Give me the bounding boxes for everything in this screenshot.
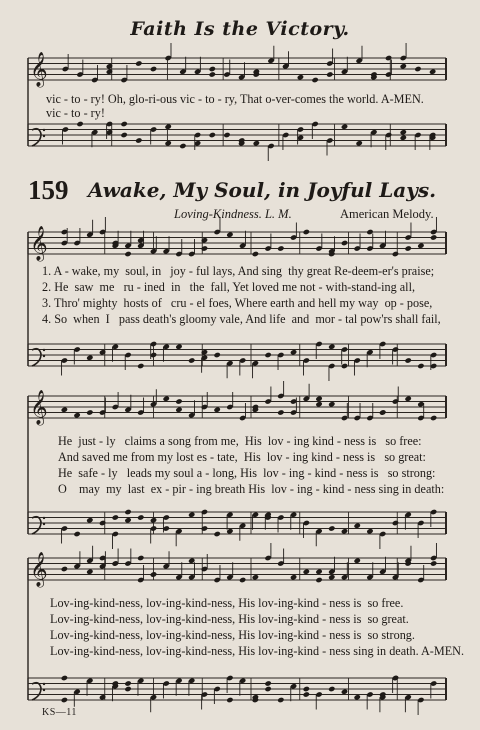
bass-staff xyxy=(28,344,446,366)
note-head xyxy=(264,680,271,686)
note-head xyxy=(341,240,348,246)
note-head xyxy=(277,245,284,251)
note-head xyxy=(341,689,348,695)
note-head xyxy=(328,401,335,407)
note-head xyxy=(73,412,80,418)
note-head xyxy=(175,344,182,350)
note-head xyxy=(392,520,399,526)
previous-hymn-lyric-line: vic - to - ry! xyxy=(46,106,105,120)
note-head xyxy=(430,415,437,421)
chorus-lyric-line: Lov-ing-kind-ness, lov-ing-kind-ness, His lov-ing-kind - ness is so free. xyxy=(50,596,404,610)
verse-lyric-line: 1. A - wake, my soul, in joy - ful lays, And sing thy great Re-deem-er's praise; xyxy=(42,264,435,278)
note-head xyxy=(175,407,182,413)
chorus-lyric-line: Lov-ing-kind-ness, lov-ing-kind-ness, His lov-ing-kind - ness is so great. xyxy=(50,612,409,626)
note-head xyxy=(277,409,284,415)
note-head xyxy=(112,514,119,520)
note-head xyxy=(124,509,131,515)
note-head xyxy=(135,137,142,143)
treble-clef-icon: 𝄞 xyxy=(30,226,48,261)
chorus-lyric-line: Lov-ing-kind-ness, lov-ing-kind-ness, His lov-ing-kind - ness is so strong. xyxy=(50,628,415,642)
composer: American Melody. xyxy=(340,207,434,221)
note-head xyxy=(417,243,424,249)
verse-lyric-line: He safe - ly leads my soul a - long, His lov - ing - kind - ness is so strong: xyxy=(58,466,436,480)
note-head xyxy=(120,121,127,127)
note-head xyxy=(297,74,304,80)
bass-staff xyxy=(28,124,446,146)
note-head xyxy=(150,66,157,72)
note-head xyxy=(61,566,68,572)
note-head xyxy=(354,558,361,564)
note-head xyxy=(400,135,407,141)
note-head xyxy=(135,60,142,66)
hymn-title: Awake, My Soul, in Joyful Lays. xyxy=(88,178,437,202)
verse-lyric-line: 2. He saw me ru - ined in the fall, Yet loved me not - with-stand-ing all, xyxy=(42,280,416,294)
note-head xyxy=(137,363,144,369)
note-head xyxy=(303,691,310,697)
note-head xyxy=(213,531,220,537)
note-head xyxy=(379,409,386,415)
note-head xyxy=(264,686,271,692)
note-head xyxy=(137,514,144,520)
note-head xyxy=(120,132,127,138)
treble-staff xyxy=(28,58,446,80)
note-head xyxy=(328,344,335,350)
note-head xyxy=(209,132,216,138)
note-head xyxy=(400,129,407,135)
note-head xyxy=(124,686,131,692)
note-head xyxy=(86,517,93,523)
note-head xyxy=(137,555,144,561)
tune-name: Loving-Kindness. L. M. xyxy=(174,207,292,221)
note-head xyxy=(213,407,220,413)
verse-lyric-line: And saved me from my lost es - tate, His lov - ing kind - ness is so great: xyxy=(58,450,426,464)
note-head xyxy=(429,69,436,75)
note-head xyxy=(366,528,373,534)
note-head xyxy=(124,680,131,686)
note-head xyxy=(303,229,310,235)
note-head xyxy=(164,124,171,130)
note-head xyxy=(86,409,93,415)
treble-clef-icon: 𝄞 xyxy=(30,390,48,425)
note-head xyxy=(328,686,335,692)
note-head xyxy=(61,697,68,703)
note-head xyxy=(252,251,259,257)
hymn-number: 159 xyxy=(28,175,69,205)
note-head xyxy=(392,251,399,257)
note-head xyxy=(315,569,322,575)
verse-lyric-line: O may my last ex - pir - ing breath His lov - ing - kind - ness sing in death: xyxy=(58,482,445,496)
note-head xyxy=(303,569,310,575)
note-head xyxy=(188,512,195,518)
chorus-lyric-line: Lov-ing-kind-ness, lov-ing-kind-ness, His lov-ing-kind - ness sing in death. A-MEN. xyxy=(50,644,464,658)
note-head xyxy=(328,525,335,531)
note-head xyxy=(315,577,322,583)
note-head xyxy=(264,352,271,358)
verse-lyric-line: He just - ly claims a song from me, His lov - ing kind - ness is so free: xyxy=(58,434,422,448)
note-head xyxy=(315,396,322,402)
note-head xyxy=(354,694,361,700)
note-head xyxy=(150,571,157,577)
note-head xyxy=(164,140,171,146)
note-head xyxy=(404,245,411,251)
verse-lyric-line: 3. Thro' mighty hosts of cru - el foes, Where earth and hell my way op - pose, xyxy=(42,296,433,310)
note-head xyxy=(175,398,182,404)
note-head xyxy=(341,528,348,534)
note-head xyxy=(414,66,421,72)
note-head xyxy=(124,517,131,523)
note-head xyxy=(430,560,437,566)
page-footer: KS—11 xyxy=(42,707,77,718)
verse-lyric-line: 4. So when I pass death's gloomy vale, And life and mor - tal pow'rs shall fail, xyxy=(42,312,441,326)
note-head xyxy=(315,401,322,407)
treble-clef-icon: 𝄞 xyxy=(30,52,48,87)
note-head xyxy=(277,697,284,703)
note-head xyxy=(226,697,233,703)
treble-clef-icon: 𝄞 xyxy=(30,552,48,587)
note-head xyxy=(417,363,424,369)
bass-staff xyxy=(28,512,446,534)
note-head xyxy=(252,574,259,580)
note-head xyxy=(76,121,83,127)
note-head xyxy=(341,124,348,130)
note-head xyxy=(430,234,437,240)
note-head xyxy=(124,251,131,257)
note-head xyxy=(239,577,246,583)
note-head xyxy=(404,357,411,363)
note-head xyxy=(163,396,170,402)
note-head xyxy=(86,355,93,361)
note-head xyxy=(326,71,333,77)
note-head xyxy=(404,396,411,402)
note-head xyxy=(303,686,310,692)
note-head xyxy=(223,132,230,138)
note-head xyxy=(209,71,216,77)
note-head xyxy=(61,407,68,413)
note-head xyxy=(209,66,216,72)
note-head xyxy=(188,357,195,363)
note-head xyxy=(213,352,220,358)
note-head xyxy=(354,523,361,529)
note-head xyxy=(86,569,93,575)
previous-hymn-title: Faith Is the Victory. xyxy=(130,18,350,40)
note-head xyxy=(61,675,68,681)
note-head xyxy=(290,349,297,355)
note-head xyxy=(179,143,186,149)
note-head xyxy=(311,77,318,83)
note-head xyxy=(226,232,233,238)
note-head xyxy=(73,531,80,537)
note-head xyxy=(290,574,297,580)
note-head xyxy=(355,140,362,146)
note-head xyxy=(400,63,407,69)
previous-hymn-lyric-line: vic - to - ry! Oh, glo-ri-ous vic - to - ry, That o-ver-comes the world. A-MEN. xyxy=(46,92,424,106)
note-head xyxy=(253,140,260,146)
note-head xyxy=(328,574,335,580)
note-head xyxy=(150,517,157,523)
